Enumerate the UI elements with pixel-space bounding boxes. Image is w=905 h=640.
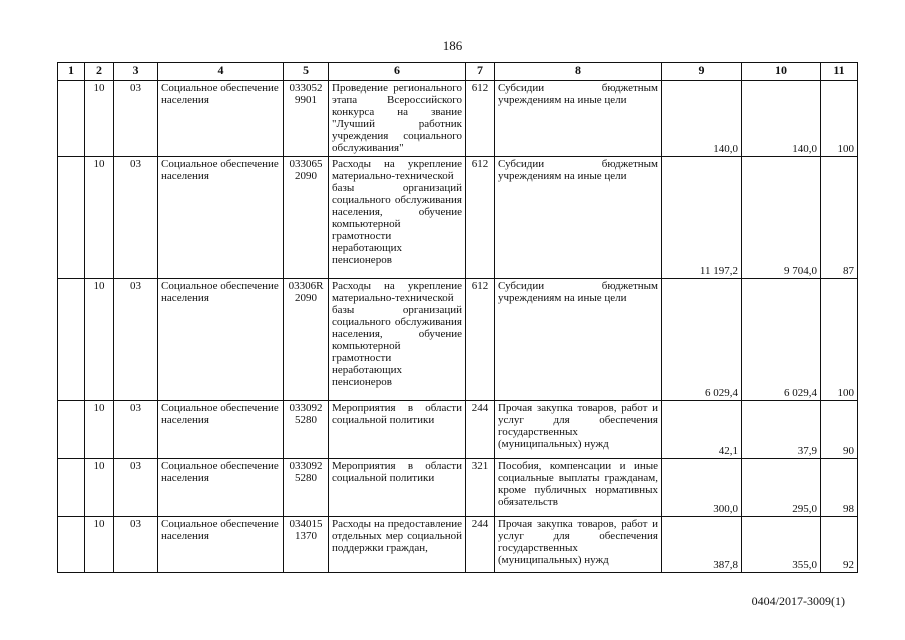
cell-actual: 140,0 [742, 81, 821, 157]
cell-section-name: Социальное обеспечение населения [158, 81, 284, 157]
cell-target-name: Расходы на укрепление материально-технической базы организаций социального обслуживания населения, обучение компьютерной грамотности неработающих пенсионеров [329, 279, 466, 401]
cell-target-code: 033052 9901 [284, 81, 329, 157]
cell-percent: 100 [821, 279, 858, 401]
column-header: 1 [58, 63, 85, 81]
cell-section: 10 [85, 157, 114, 279]
cell-target-code: 034015 1370 [284, 517, 329, 573]
cell-expense-name: Пособия, компенсации и иные социальные выплаты гражданам, кроме публичных нормативных обязательств [495, 459, 662, 517]
page-number: 186 [442, 38, 463, 53]
cell-target-name: Мероприятия в области социальной политики [329, 401, 466, 459]
cell-index [58, 459, 85, 517]
cell-actual: 355,0 [742, 517, 821, 573]
cell-index [58, 81, 85, 157]
cell-subsection: 03 [114, 459, 158, 517]
table-row [58, 459, 858, 517]
column-header: 10 [742, 63, 821, 81]
cell-expense-type: 612 [466, 157, 495, 279]
cell-target-code: 033065 2090 [284, 157, 329, 279]
cell-subsection: 03 [114, 401, 158, 459]
table-row [58, 401, 858, 459]
cell-planned: 6 029,4 [662, 279, 742, 401]
cell-subsection: 03 [114, 279, 158, 401]
cell-target-name: Мероприятия в области социальной политики [329, 459, 466, 517]
table-row [58, 157, 858, 279]
cell-section: 10 [85, 517, 114, 573]
document-code: 0404/2017-3009(1) [751, 594, 845, 608]
cell-expense-name: Прочая закупка товаров, работ и услуг для обеспечения государственных (муниципальных) нужд [495, 517, 662, 573]
cell-percent: 87 [821, 157, 858, 279]
cell-expense-name: Субсидии бюджетным учреждениям на иные цели [495, 279, 662, 401]
cell-section: 10 [85, 81, 114, 157]
cell-expense-type: 244 [466, 401, 495, 459]
cell-target-name: Проведение регионального этапа Всероссийского конкурса на звание "Лучший работник учреждения социального обслуживания" [329, 81, 466, 157]
cell-target-name: Расходы на предоставление отдельных мер социальной поддержки граждан, [329, 517, 466, 573]
column-header: 7 [466, 63, 495, 81]
cell-subsection: 03 [114, 81, 158, 157]
cell-expense-type: 244 [466, 517, 495, 573]
cell-target-code: 03306R 2090 [284, 279, 329, 401]
cell-section-name: Социальное обеспечение населения [158, 517, 284, 573]
column-header: 8 [495, 63, 662, 81]
cell-index [58, 279, 85, 401]
cell-planned: 140,0 [662, 81, 742, 157]
column-header: 4 [158, 63, 284, 81]
cell-expense-name: Субсидии бюджетным учреждениям на иные цели [495, 81, 662, 157]
table-row [58, 279, 858, 401]
cell-target-name: Расходы на укрепление материально-технической базы организаций социального обслуживания населения, обучение компьютерной грамотности неработающих пенсионеров [329, 157, 466, 279]
cell-index [58, 157, 85, 279]
budget-table [57, 62, 858, 573]
cell-percent: 90 [821, 401, 858, 459]
column-header: 6 [329, 63, 466, 81]
cell-actual: 295,0 [742, 459, 821, 517]
column-header: 11 [821, 63, 858, 81]
cell-planned: 11 197,2 [662, 157, 742, 279]
cell-section: 10 [85, 459, 114, 517]
cell-subsection: 03 [114, 517, 158, 573]
cell-planned: 300,0 [662, 459, 742, 517]
cell-section-name: Социальное обеспечение населения [158, 157, 284, 279]
table-row [58, 517, 858, 573]
cell-actual: 6 029,4 [742, 279, 821, 401]
cell-index [58, 517, 85, 573]
cell-target-code: 033092 5280 [284, 459, 329, 517]
table-header-row [58, 63, 858, 81]
cell-planned: 42,1 [662, 401, 742, 459]
column-header: 5 [284, 63, 329, 81]
cell-actual: 37,9 [742, 401, 821, 459]
cell-expense-type: 612 [466, 81, 495, 157]
cell-section-name: Социальное обеспечение населения [158, 459, 284, 517]
cell-expense-name: Субсидии бюджетным учреждениям на иные цели [495, 157, 662, 279]
cell-section: 10 [85, 401, 114, 459]
cell-expense-name: Прочая закупка товаров, работ и услуг для обеспечения государственных (муниципальных) нужд [495, 401, 662, 459]
cell-percent: 98 [821, 459, 858, 517]
column-header: 2 [85, 63, 114, 81]
table-row [58, 81, 858, 157]
cell-subsection: 03 [114, 157, 158, 279]
cell-section-name: Социальное обеспечение населения [158, 401, 284, 459]
cell-planned: 387,8 [662, 517, 742, 573]
cell-expense-type: 321 [466, 459, 495, 517]
cell-target-code: 033092 5280 [284, 401, 329, 459]
cell-actual: 9 704,0 [742, 157, 821, 279]
cell-percent: 100 [821, 81, 858, 157]
cell-section: 10 [85, 279, 114, 401]
cell-section-name: Социальное обеспечение населения [158, 279, 284, 401]
cell-index [58, 401, 85, 459]
column-header: 3 [114, 63, 158, 81]
cell-expense-type: 612 [466, 279, 495, 401]
cell-percent: 92 [821, 517, 858, 573]
column-header: 9 [662, 63, 742, 81]
